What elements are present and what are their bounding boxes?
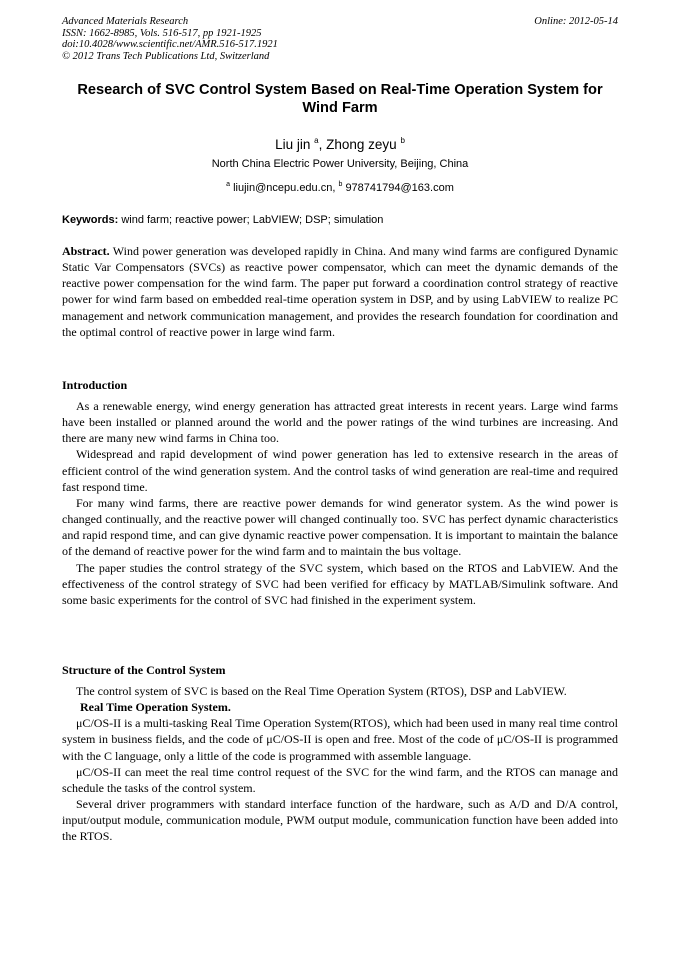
paragraph: μC/OS-II can meet the real time control request of the SVC for the wind farm, and the RTOS can manage and schedule the tasks of the control system.	[62, 764, 618, 795]
affiliation: North China Electric Power University, Beijing, China	[211, 158, 469, 170]
subsection-heading: Real Time Operation System.	[80, 700, 231, 715]
abstract	[62, 243, 618, 340]
paper-title: Research of SVC Control System Based on Real-Time Operation System for Wind Farm	[77, 82, 603, 116]
introduction-section	[62, 398, 618, 608]
author-name: Liu jin	[275, 137, 311, 152]
structure-section	[62, 683, 618, 845]
keywords-label: Keywords:	[62, 214, 119, 226]
abstract-text: Wind power generation was developed rapidly in China. And many wind farms are configured Dynamic Static Var Compensators (SVCs) as reactive power compensator, which can meet the dynamic demands of the reactive power compensation for the wind farm. The paper put forward a coordination control strategy of reactive power for wind farm based on embedded real-time operation system in DSP, and by using LabVIEW to realize PC management and network communication management, and provides the research foundation for coordination and the optimal control of reactive power in large wind farm.	[62, 244, 618, 339]
paragraph: The control system of SVC is based on the Real Time Operation System (RTOS), DSP and LabVIEW.	[76, 684, 567, 698]
section-heading-structure: Structure of the Control System	[62, 663, 226, 677]
issn-line: ISSN: 1662-8985, Vols. 516-517, pp 1921-1925	[62, 27, 262, 39]
section-heading-introduction: Introduction	[62, 378, 128, 392]
paragraph: As a renewable energy, wind energy generation has attracted great interests in recent years. Large wind farms have been installed or planned around the world and the power ratings of the wind turbines are increasing. And there are many new wind farms in China too.	[62, 399, 618, 446]
abstract-label: Abstract.	[62, 244, 110, 258]
email-mark: b	[338, 181, 343, 188]
online-date: Online: 2012-05-14	[534, 16, 618, 27]
author-affiliation-mark: b	[400, 136, 405, 145]
email-line	[62, 177, 618, 196]
email-address: 978741794@163.com	[345, 182, 454, 194]
paragraph: μC/OS-II is a multi-tasking Real Time Operation System(RTOS), which had been used in many real time control system in business fields, and the code of μC/OS-II is open and free. Most of the code of μC/OS-II is programmed with the C language, only a little of the code is programmed with assemble language.	[62, 716, 618, 763]
journal-name: Advanced Materials Research	[62, 16, 189, 27]
author-list	[62, 132, 618, 154]
email-mark: a	[226, 181, 231, 188]
paragraph: The paper studies the control strategy of the SVC system, which based on the RTOS and LabVIEW. And the effectiveness of the control strategy of SVC had been verified for efficacy by MATLAB/Simulink software. And some basic experiments for the control of SVC had finished in the experiment system.	[62, 560, 618, 607]
keywords-line	[62, 213, 618, 227]
paragraph: Widespread and rapid development of wind power generation has led to extensive research in the areas of efficient control of the wind generation system. And the control tasks of wind generation are real-time and required fast respond time.	[62, 447, 618, 494]
journal-header	[62, 16, 618, 62]
author-affiliation-mark: a	[314, 136, 319, 145]
email-address: liujin@ncepu.edu.cn,	[233, 182, 336, 194]
paragraph: Several driver programmers with standard interface function of the hardware, such as A/D and D/A control, input/output module, communication module, PWM output module, communication function have been added into the RTOS.	[62, 797, 618, 844]
doi-line: doi:10.4028/www.scientific.net/AMR.516-517.1921	[62, 39, 278, 50]
author-separator: ,	[318, 137, 327, 152]
author-name: Zhong zeyu	[326, 137, 397, 152]
paragraph: For many wind farms, there are reactive power demands for wind generator system. As the wind power is changed continually, and the reactive power will changed continually too. SVC has perfect dynamic characteristics and rapid respond time, and can give dynamic reactive power compensation. It is important to maintain the balance of the demand of reactive power for the wind farm and to maintain the bus voltage.	[62, 495, 618, 559]
keywords-text: wind farm; reactive power; LabVIEW; DSP; simulation	[121, 214, 384, 226]
copyright-line: © 2012 Trans Tech Publications Ltd, Switzerland	[62, 50, 270, 62]
